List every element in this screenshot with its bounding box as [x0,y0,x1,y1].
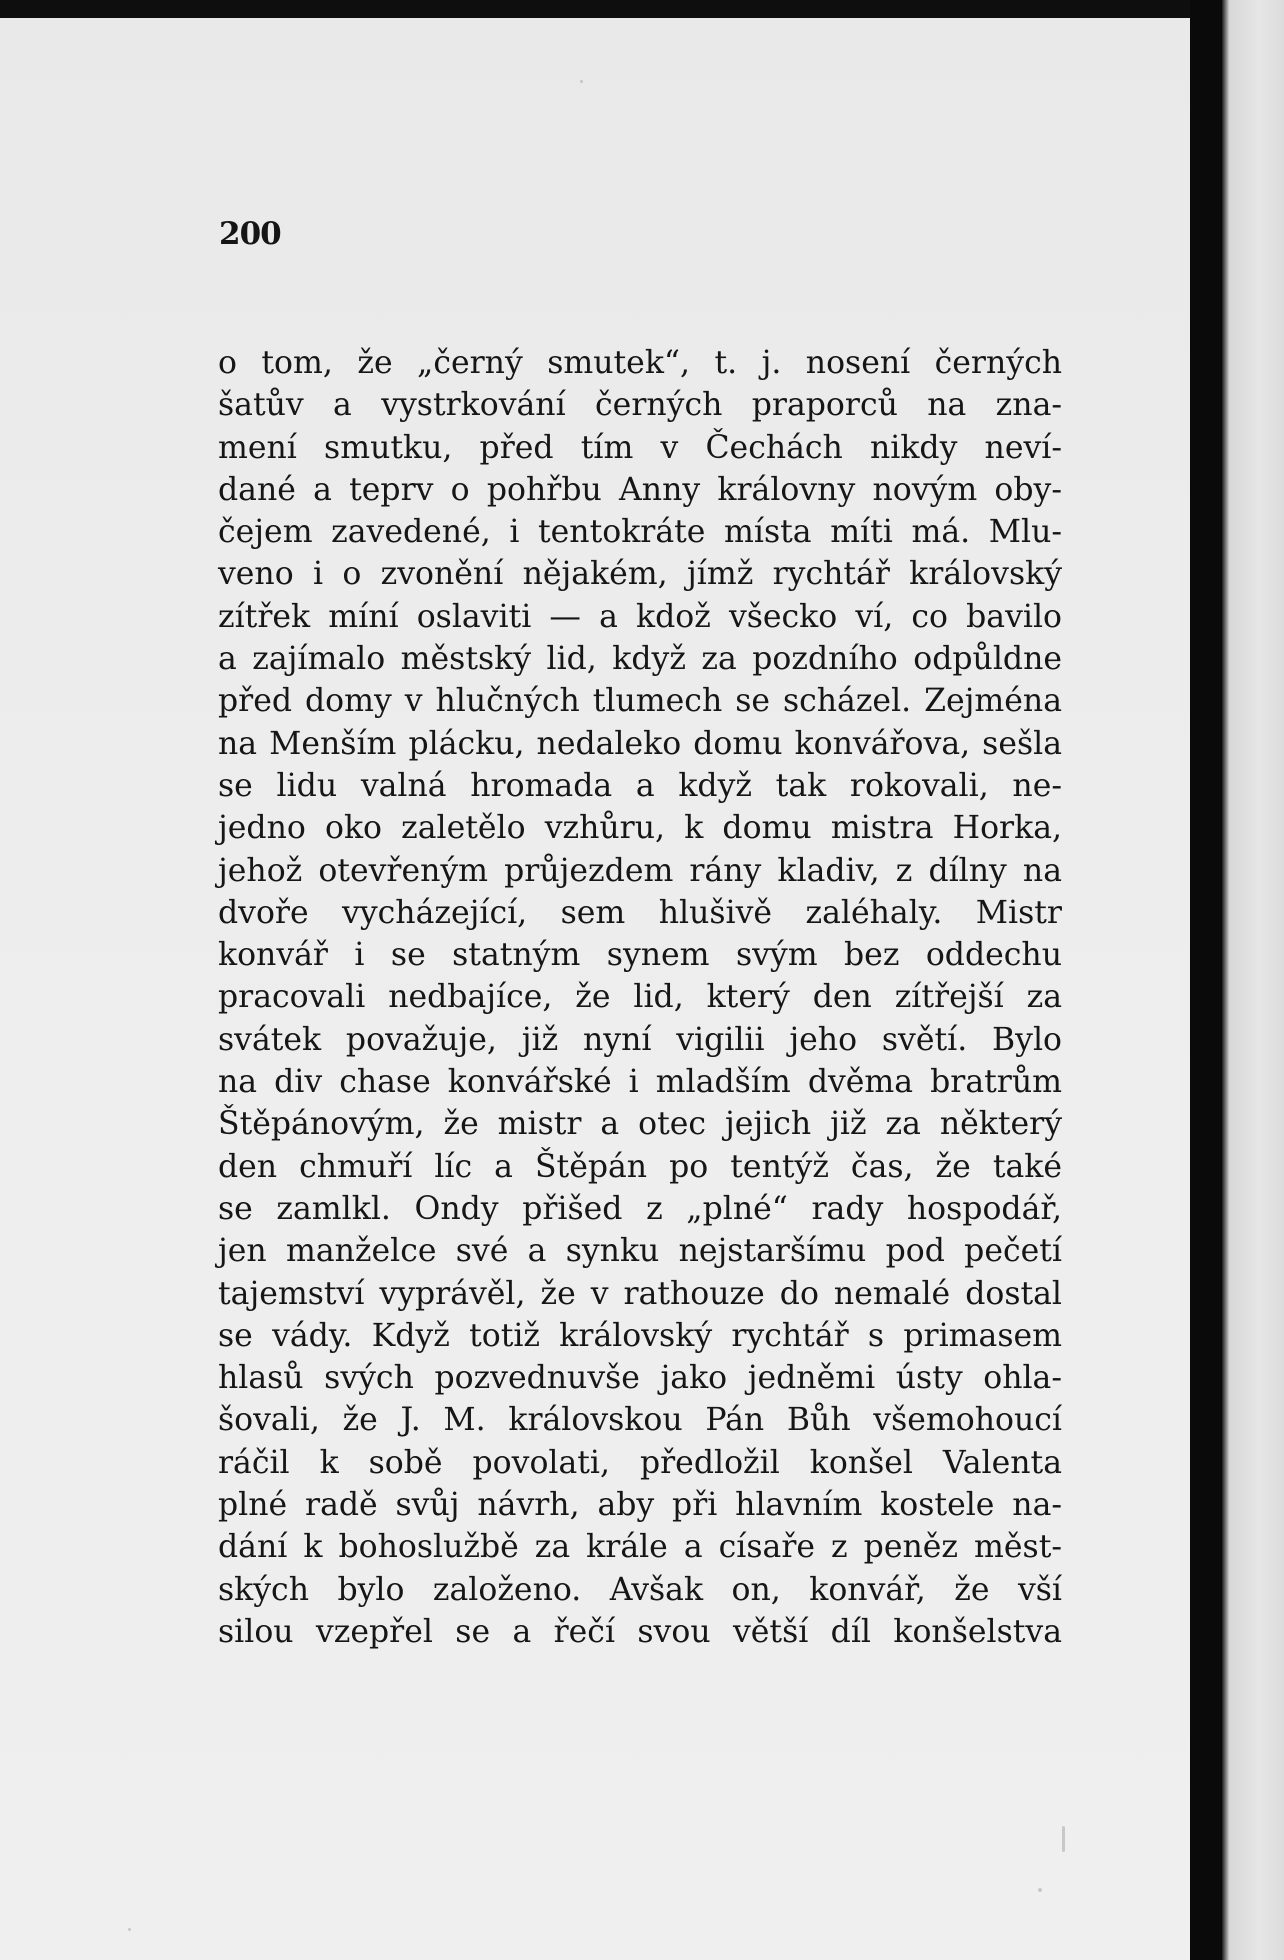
page-gutter [1190,0,1222,1960]
text-line: o tom, že „černý smutek“, t. j. nosení černých [218,345,1062,381]
text-line: se vády. Když totiž královský rychtář s primasem [218,1317,1062,1354]
text-line: hlasů svých pozvednuvše jako jedněmi ústy ohla- [218,1360,1062,1397]
text-line: před domy v hlučných tlumech se scházel. Zejména [218,683,1062,720]
text-line: mení smutku, před tím v Čechách nikdy neví- [218,429,1062,466]
text-line: plné radě svůj návrh, aby při hlavním kostele na- [218,1487,1062,1524]
paper-speck [128,1928,131,1931]
text-line: Štěpánovým, že mistr a otec jejich již za některý [218,1106,1062,1143]
text-line: šatův a vystrkování černých praporců na zna- [218,387,1062,424]
paper-speck [1062,1826,1065,1852]
text-line: a zajímalo městský lid, když za pozdního odpůldne [218,641,1062,678]
text-line: konvář i se statným synem svým bez oddechu [218,937,1062,974]
text-line: jehož otevřeným průjezdem rány kladiv, z dílny na [218,852,1062,889]
text-line: tajemství vyprávěl, že v rathouze do nemalé dostal [218,1275,1062,1312]
text-line: čejem zavedené, i tentokráte místa míti má. Mlu- [218,514,1062,551]
text-line: pracovali nedbajíce, že lid, který den zítřejší za [218,979,1062,1016]
text-line: šovali, že J. M. královskou Pán Bůh všemohoucí [218,1402,1062,1439]
text-line: silou vzepřel se a řečí svou větší díl konšelstva [218,1613,1062,1650]
page-number: 200 [219,216,281,252]
text-line: zítřek míní oslaviti — a kdož všecko ví, co bavilo [218,598,1062,635]
text-line: den chmuří líc a Štěpán po tentýž čas, že také [218,1148,1062,1185]
text-line: se lidu valná hromada a když tak rokovali, ne- [218,767,1062,804]
text-line: na Menším plácku, nedaleko domu konvářova, sešla [218,725,1062,762]
text-line: ských bylo založeno. Avšak on, konvář, že vší [218,1571,1062,1608]
text-line: na div chase konvářské i mladším dvěma bratrům [218,1064,1062,1101]
text-line: se zamlkl. Ondy přišed z „plné“ rady hospodář, [218,1190,1062,1227]
paper-speck [1038,1888,1042,1892]
body-text [218,342,1062,1653]
text-line: jen manželce své a synku nejstaršímu pod pečetí [218,1233,1062,1270]
text-line: dvoře vycházející, sem hlušivě zaléhaly. Mistr [218,894,1062,931]
adjacent-page-edge [1222,0,1284,1960]
text-line: ráčil k sobě povolati, předložil konšel Valenta [218,1444,1062,1481]
text-line: dání k bohoslužbě za krále a císaře z peněz měst- [218,1529,1062,1566]
text-line: svátek považuje, již nyní vigilii jeho světí. Bylo [218,1021,1062,1058]
page-sheet [0,18,1190,1960]
text-line: dané a teprv o pohřbu Anny královny novým oby- [218,471,1062,508]
text-line: veno i o zvonění nějakém, jímž rychtář královský [218,556,1062,593]
paper-speck [580,80,583,83]
text-line: jedno oko zaletělo vzhůru, k domu mistra Horka, [218,810,1062,847]
